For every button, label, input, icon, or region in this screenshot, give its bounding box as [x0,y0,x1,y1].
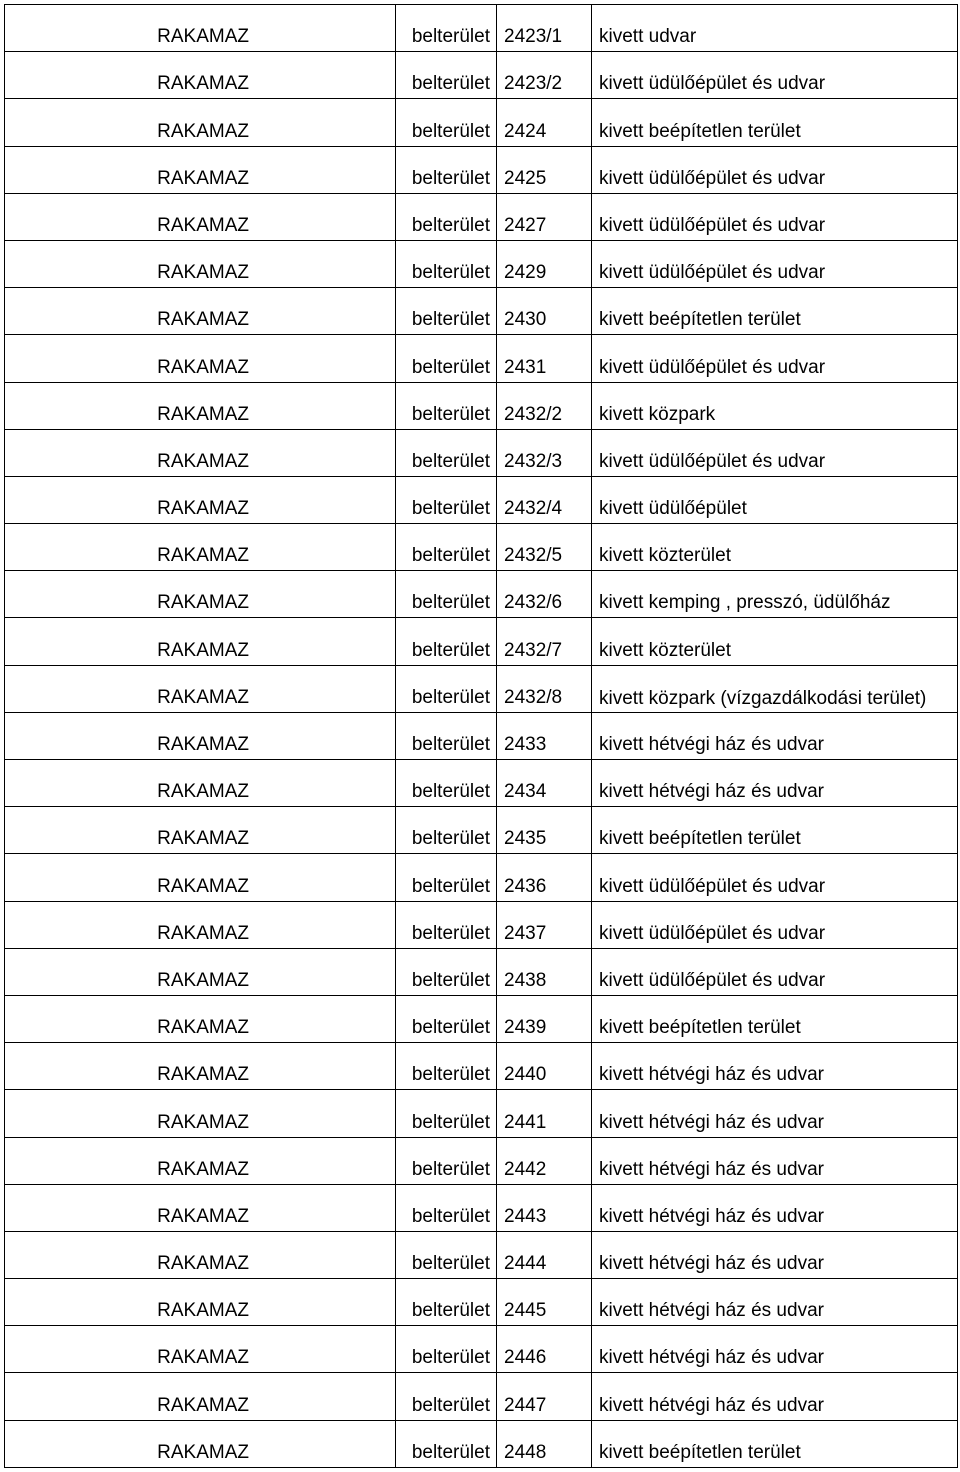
land-use-cell: kivett kemping , presszó, üdülőház [592,571,958,618]
city-cell: RAKAMAZ [5,995,396,1042]
city-cell: RAKAMAZ [5,5,396,52]
city-cell: RAKAMAZ [5,240,396,287]
area-type-cell: belterület [396,240,497,287]
area-type-cell: belterület [396,1279,497,1326]
land-use-cell: kivett beépítetlen terület [592,807,958,854]
table-row [5,571,958,618]
area-type-cell: belterület [396,382,497,429]
city-cell: RAKAMAZ [5,665,396,712]
table-row [5,288,958,335]
city-cell: RAKAMAZ [5,1279,396,1326]
city-cell: RAKAMAZ [5,193,396,240]
table-row [5,665,958,712]
city-cell: RAKAMAZ [5,1090,396,1137]
city-cell: RAKAMAZ [5,99,396,146]
parcel-table-body [5,5,958,1468]
table-row [5,429,958,476]
area-type-cell: belterület [396,1043,497,1090]
table-row [5,240,958,287]
land-use-cell: kivett üdülőépület [592,476,958,523]
parcel-number-cell: 2438 [497,948,592,995]
table-row [5,901,958,948]
table-row [5,335,958,382]
area-type-cell: belterület [396,712,497,759]
land-use-cell: kivett hétvégi ház és udvar [592,1231,958,1278]
area-type-cell: belterület [396,193,497,240]
city-cell: RAKAMAZ [5,807,396,854]
area-type-cell: belterület [396,429,497,476]
land-use-cell: kivett üdülőépület és udvar [592,52,958,99]
city-cell: RAKAMAZ [5,901,396,948]
city-cell: RAKAMAZ [5,52,396,99]
land-use-cell: kivett üdülőépület és udvar [592,948,958,995]
area-type-cell: belterület [396,854,497,901]
city-cell: RAKAMAZ [5,524,396,571]
land-use-cell: kivett üdülőépület és udvar [592,335,958,382]
table-row [5,99,958,146]
city-cell: RAKAMAZ [5,288,396,335]
area-type-cell: belterület [396,1137,497,1184]
parcel-number-cell: 2447 [497,1373,592,1420]
area-type-cell: belterület [396,1090,497,1137]
land-use-cell: kivett hétvégi ház és udvar [592,1090,958,1137]
land-use-cell: kivett közpark (vízgazdálkodási terület) [592,665,958,712]
parcel-number-cell: 2424 [497,99,592,146]
parcel-number-cell: 2434 [497,760,592,807]
land-use-cell: kivett közterület [592,524,958,571]
city-cell: RAKAMAZ [5,618,396,665]
land-use-cell: kivett udvar [592,5,958,52]
land-use-cell: kivett hétvégi ház és udvar [592,760,958,807]
parcel-number-cell: 2429 [497,240,592,287]
city-cell: RAKAMAZ [5,476,396,523]
land-use-cell: kivett beépítetlen terület [592,995,958,1042]
parcel-number-cell: 2435 [497,807,592,854]
parcel-number-cell: 2439 [497,995,592,1042]
parcel-number-cell: 2437 [497,901,592,948]
parcel-number-cell: 2430 [497,288,592,335]
area-type-cell: belterület [396,335,497,382]
area-type-cell: belterület [396,1420,497,1467]
parcel-number-cell: 2433 [497,712,592,759]
parcel-number-cell: 2431 [497,335,592,382]
parcel-number-cell: 2432/2 [497,382,592,429]
land-use-cell: kivett hétvégi ház és udvar [592,1184,958,1231]
table-row [5,1231,958,1278]
table-row [5,193,958,240]
land-use-cell: kivett beépítetlen terület [592,288,958,335]
area-type-cell: belterület [396,571,497,618]
area-type-cell: belterület [396,99,497,146]
area-type-cell: belterület [396,524,497,571]
area-type-cell: belterület [396,288,497,335]
area-type-cell: belterület [396,1184,497,1231]
table-row [5,1090,958,1137]
parcel-number-cell: 2440 [497,1043,592,1090]
table-row [5,146,958,193]
land-use-cell: kivett üdülőépület és udvar [592,429,958,476]
parcel-number-cell: 2432/6 [497,571,592,618]
parcel-number-cell: 2444 [497,1231,592,1278]
table-row [5,1043,958,1090]
parcel-number-cell: 2432/7 [497,618,592,665]
city-cell: RAKAMAZ [5,712,396,759]
parcel-number-cell: 2423/1 [497,5,592,52]
table-row [5,1373,958,1420]
parcel-number-cell: 2432/4 [497,476,592,523]
area-type-cell: belterület [396,1373,497,1420]
city-cell: RAKAMAZ [5,1231,396,1278]
parcel-number-cell: 2443 [497,1184,592,1231]
city-cell: RAKAMAZ [5,1373,396,1420]
area-type-cell: belterület [396,52,497,99]
table-row [5,52,958,99]
land-use-cell: kivett üdülőépület és udvar [592,193,958,240]
table-row [5,995,958,1042]
city-cell: RAKAMAZ [5,1326,396,1373]
parcel-number-cell: 2425 [497,146,592,193]
land-use-cell: kivett üdülőépület és udvar [592,146,958,193]
city-cell: RAKAMAZ [5,948,396,995]
city-cell: RAKAMAZ [5,335,396,382]
land-use-cell: kivett közterület [592,618,958,665]
table-row [5,1326,958,1373]
parcel-number-cell: 2446 [497,1326,592,1373]
area-type-cell: belterület [396,5,497,52]
table-row [5,1279,958,1326]
table-row [5,854,958,901]
city-cell: RAKAMAZ [5,1420,396,1467]
parcel-number-cell: 2427 [497,193,592,240]
parcel-number-cell: 2432/5 [497,524,592,571]
area-type-cell: belterület [396,995,497,1042]
area-type-cell: belterület [396,948,497,995]
land-use-cell: kivett közpark [592,382,958,429]
table-row [5,382,958,429]
city-cell: RAKAMAZ [5,382,396,429]
area-type-cell: belterület [396,618,497,665]
land-use-cell: kivett üdülőépület és udvar [592,854,958,901]
land-use-cell: kivett hétvégi ház és udvar [592,1279,958,1326]
parcel-number-cell: 2432/8 [497,665,592,712]
city-cell: RAKAMAZ [5,146,396,193]
table-row [5,1184,958,1231]
area-type-cell: belterület [396,146,497,193]
area-type-cell: belterület [396,807,497,854]
table-row [5,476,958,523]
table-row [5,1420,958,1467]
table-row [5,5,958,52]
parcel-number-cell: 2445 [497,1279,592,1326]
city-cell: RAKAMAZ [5,1137,396,1184]
city-cell: RAKAMAZ [5,760,396,807]
city-cell: RAKAMAZ [5,429,396,476]
land-use-cell: kivett hétvégi ház és udvar [592,1326,958,1373]
land-use-cell: kivett üdülőépület és udvar [592,240,958,287]
land-use-cell: kivett hétvégi ház és udvar [592,1043,958,1090]
area-type-cell: belterület [396,760,497,807]
city-cell: RAKAMAZ [5,571,396,618]
city-cell: RAKAMAZ [5,1184,396,1231]
land-use-cell: kivett hétvégi ház és udvar [592,712,958,759]
city-cell: RAKAMAZ [5,1043,396,1090]
table-row [5,712,958,759]
table-row [5,524,958,571]
area-type-cell: belterület [396,901,497,948]
parcel-table [4,4,958,1468]
table-row [5,618,958,665]
area-type-cell: belterület [396,1231,497,1278]
area-type-cell: belterület [396,476,497,523]
land-use-cell: kivett hétvégi ház és udvar [592,1373,958,1420]
parcel-number-cell: 2442 [497,1137,592,1184]
parcel-number-cell: 2436 [497,854,592,901]
land-use-cell: kivett üdülőépület és udvar [592,901,958,948]
city-cell: RAKAMAZ [5,854,396,901]
table-row [5,760,958,807]
land-use-cell: kivett beépítetlen terület [592,99,958,146]
parcel-number-cell: 2441 [497,1090,592,1137]
area-type-cell: belterület [396,665,497,712]
land-use-cell: kivett beépítetlen terület [592,1420,958,1467]
table-row [5,948,958,995]
parcel-number-cell: 2432/3 [497,429,592,476]
land-use-cell: kivett hétvégi ház és udvar [592,1137,958,1184]
table-row [5,1137,958,1184]
table-row [5,807,958,854]
parcel-number-cell: 2448 [497,1420,592,1467]
area-type-cell: belterület [396,1326,497,1373]
parcel-number-cell: 2423/2 [497,52,592,99]
